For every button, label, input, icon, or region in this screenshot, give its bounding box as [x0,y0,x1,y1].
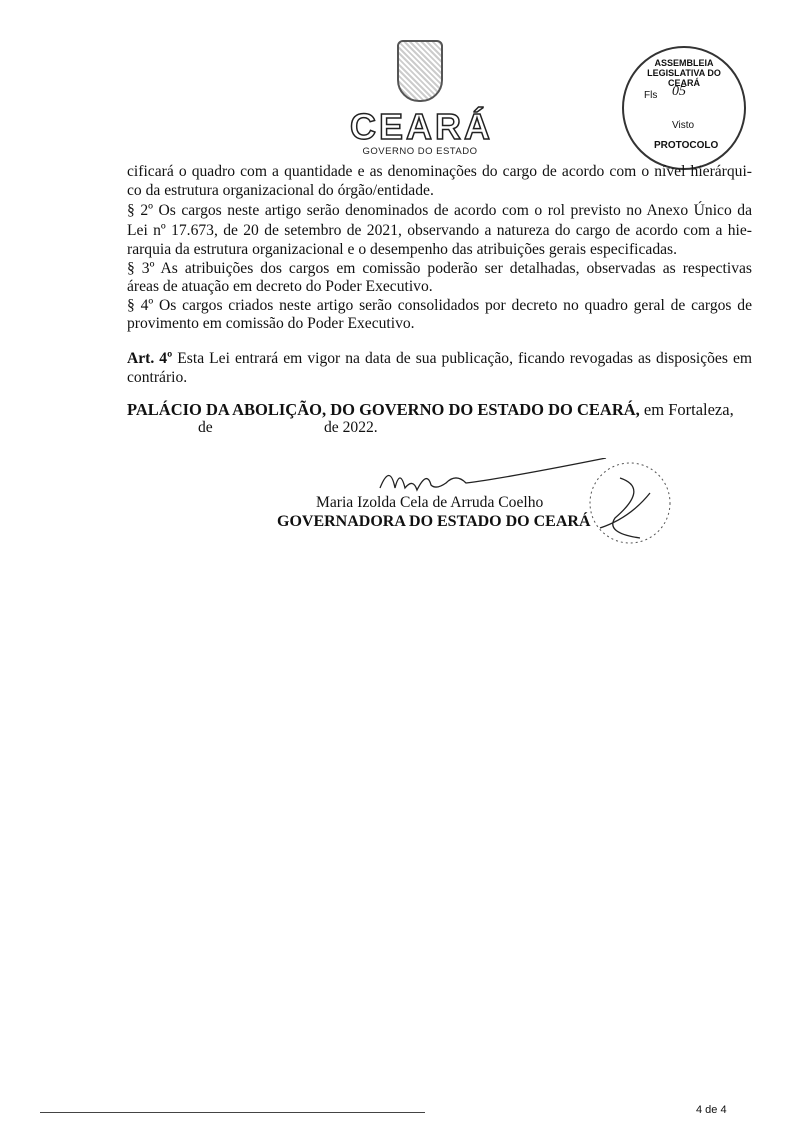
body-line: rarquia da estrutura organizacional e o desempenho das atribuições gerais especificadas. [127,241,678,258]
logo-brand: CEARÁ [350,106,494,147]
stamp-fls-label: Fls [644,90,658,101]
body-line: provimento em comissão do Poder Executivo. [127,315,415,332]
art4-line-2: contrário. [127,369,188,386]
body-line: áreas de atuação em decreto do Poder Executivo. [127,278,433,295]
protocol-stamp [622,46,746,170]
closing-date-de: de [198,419,213,436]
page-number: 4 de 4 [696,1104,727,1116]
body-line: Lei nº 17.673, de 20 de setembro de 2021, observando a natureza do cargo de acordo com a hie- [127,222,752,239]
body-line: cificará o quadro com a quantidade e as denominações do cargo de acordo com o nível hierárqui- [127,163,752,180]
logo-subtitle: GOVERNO DO ESTADO [362,146,478,157]
ceara-logo [350,40,494,157]
art4-text: Esta Lei entrará em vigor na data de sua publicação, ficando revogadas as disposições em [177,350,752,367]
art4-label: Art. 4º [127,350,173,367]
stamp-bottom-text: PROTOCOLO [654,140,719,151]
closing-place-bold: PALÁCIO DA ABOLIÇÃO, DO GOVERNO DO ESTADO DO CEARÁ, [127,400,640,419]
closing-place-rest: em Fortaleza, [643,400,734,419]
signatory-title: GOVERNADORA DO ESTADO DO CEARÁ [277,513,591,530]
body-line: § 2º Os cargos neste artigo serão denominados de acordo com o rol previsto no Anexo Único da [127,202,752,219]
stamp-top-text: ASSEMBLEIA LEGISLATIVA DO CEARÁ [647,58,721,88]
footer-divider [40,1112,425,1113]
closing-place [127,401,752,419]
stamp-fls-value: 05 [672,84,686,99]
signatory-name: Maria Izolda Cela de Arruda Coelho [316,494,544,511]
body-line: § 3º As atribuições dos cargos em comissão poderão ser detalhadas, observadas as respectivas [127,260,752,277]
coat-of-arms-icon [397,40,443,102]
body-line: co da estrutura organizacional do órgão/entidade. [127,182,434,199]
closing-date-year: de 2022. [324,419,378,436]
body-line: § 4º Os cargos criados neste artigo serão consolidados por decreto no quadro geral de cargos de [127,297,752,314]
stamp-visto: Visto [672,120,695,131]
art4-line [127,350,752,368]
